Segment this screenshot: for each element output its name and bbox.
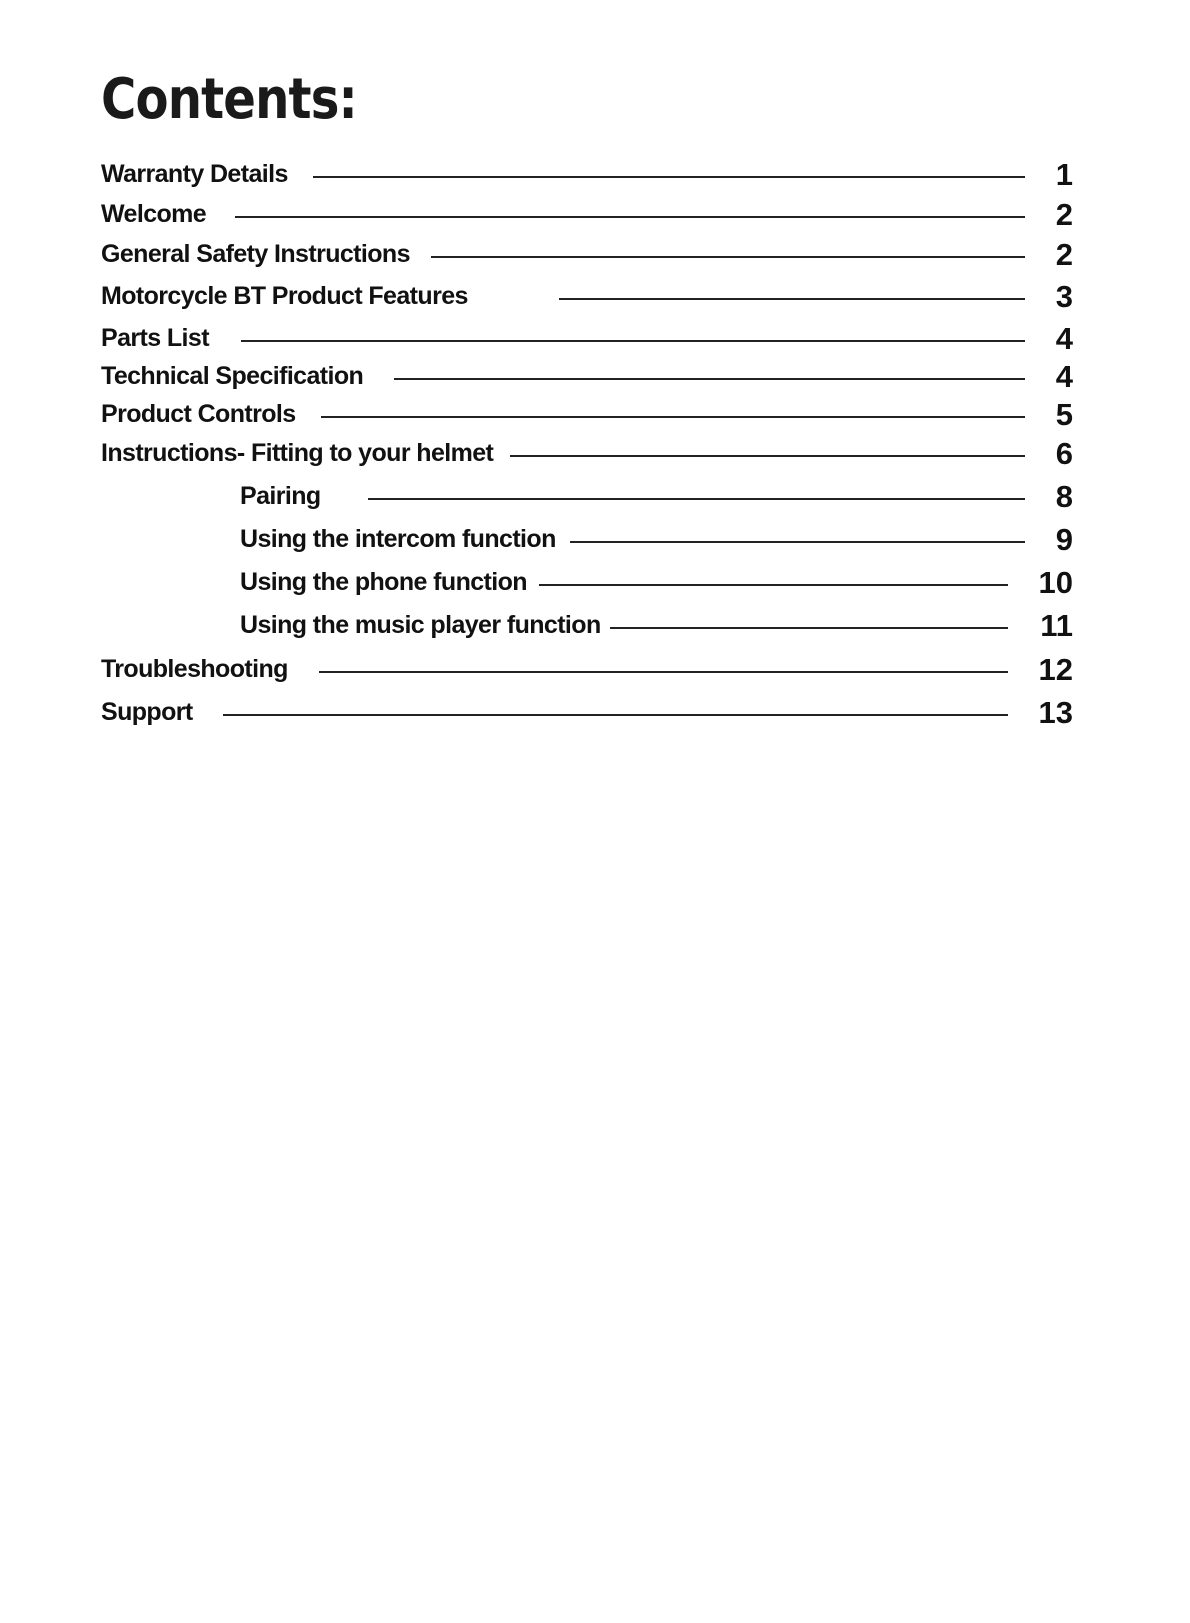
toc-leader-line [510,455,1025,457]
toc-entry-label: Instructions- Fitting to your helmet [101,439,494,467]
toc-entry-label: Troubleshooting [101,655,288,683]
toc-leader-line [431,256,1025,258]
toc-leader-line [321,416,1025,418]
toc-entry-label: Using the music player function [240,611,601,639]
toc-page-number: 5 [1055,397,1073,432]
toc-leader-line [610,627,1008,629]
toc-page-number: 4 [1055,359,1073,394]
toc-entry-product-features[interactable] [0,281,1190,317]
toc-leader-line [394,378,1025,380]
toc-entry-welcome[interactable] [0,199,1190,235]
toc-page-number: 9 [1055,522,1073,557]
toc-leader-line [319,671,1008,673]
toc-entry-label: General Safety Instructions [101,240,410,268]
toc-leader-line [241,340,1025,342]
toc-entry-label: Support [101,698,193,726]
toc-page-number: 11 [1040,608,1073,643]
toc-entry-support[interactable] [0,697,1190,733]
toc-entry-phone[interactable] [0,567,1190,603]
toc-entry-label: Welcome [101,200,207,228]
toc-page-number: 1 [1055,157,1073,192]
toc-leader-line [223,714,1008,716]
toc-entry-instructions-fitting[interactable] [0,438,1190,474]
toc-leader-line [539,584,1008,586]
toc-entry-pairing[interactable] [0,481,1190,517]
toc-page-number: 12 [1038,652,1073,687]
toc-leader-line [235,216,1025,218]
toc-leader-line [570,541,1025,543]
toc-page-number: 4 [1055,321,1073,356]
toc-entry-label: Pairing [240,482,321,510]
toc-entry-technical-spec[interactable] [0,361,1190,397]
toc-leader-line [559,298,1025,300]
toc-leader-line [313,176,1025,178]
toc-entry-label: Using the phone function [240,568,527,596]
toc-entry-general-safety[interactable] [0,239,1190,275]
toc-entry-product-controls[interactable] [0,399,1190,435]
toc-entry-warranty-details[interactable] [0,159,1190,195]
toc-entry-label: Using the intercom function [240,525,556,553]
toc-page-number: 2 [1055,197,1073,232]
toc-entry-parts-list[interactable] [0,323,1190,359]
toc-entry-label: Motorcycle BT Product Features [101,282,468,310]
toc-page-number: 3 [1055,279,1073,314]
toc-entry-intercom[interactable] [0,524,1190,560]
toc-page-number: 10 [1038,565,1073,600]
toc-page-number: 2 [1055,237,1073,272]
toc-leader-line [368,498,1025,500]
toc-entry-music-player[interactable] [0,610,1190,646]
toc-page-number: 8 [1055,479,1073,514]
toc-entry-label: Product Controls [101,400,296,428]
page-title: Contents: [101,67,357,132]
toc-entry-label: Parts List [101,324,209,352]
toc-entry-label: Warranty Details [101,160,288,188]
toc-page-number: 6 [1055,436,1073,471]
toc-entry-troubleshooting[interactable] [0,654,1190,690]
toc-page-number: 13 [1038,695,1073,730]
toc-entry-label: Technical Specification [101,362,364,390]
